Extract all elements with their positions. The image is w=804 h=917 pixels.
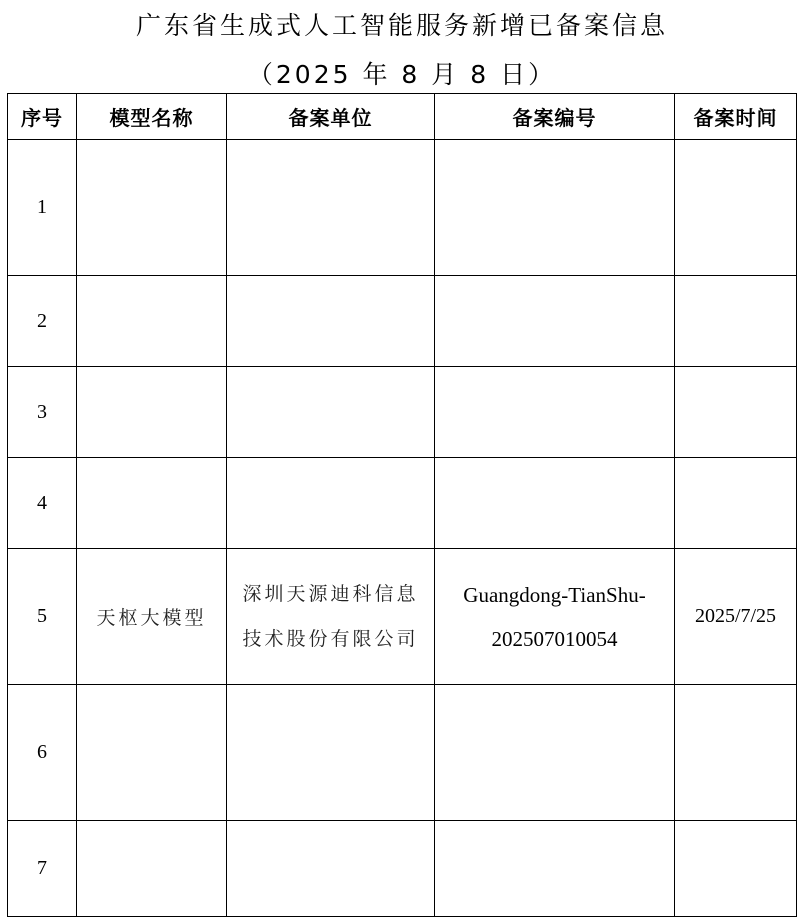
publication-date: （2025 年 8 月 8 日） bbox=[247, 60, 557, 89]
filing-date-cell bbox=[675, 821, 797, 917]
serial-cell: 6 bbox=[8, 685, 77, 821]
serial-cell: 7 bbox=[8, 821, 77, 917]
filing-unit-cell bbox=[227, 276, 435, 367]
column-header-filing-unit: 备案单位 bbox=[227, 94, 435, 140]
column-header-filing-date: 备案时间 bbox=[675, 94, 797, 140]
filing-date-cell bbox=[675, 140, 797, 276]
model-name-cell bbox=[77, 276, 227, 367]
filing-unit-cell bbox=[227, 367, 435, 458]
model-name-cell bbox=[77, 367, 227, 458]
column-header-filing-number: 备案编号 bbox=[435, 94, 675, 140]
filing-unit-cell bbox=[227, 458, 435, 549]
filing-number-cell bbox=[435, 140, 675, 276]
page-title: 广东省生成式人工智能服务新增已备案信息 bbox=[135, 11, 668, 40]
filing-unit-cell bbox=[227, 685, 435, 821]
model-name-cell bbox=[77, 685, 227, 821]
filing-date-cell bbox=[675, 276, 797, 367]
model-name-cell bbox=[77, 821, 227, 917]
serial-cell: 3 bbox=[8, 367, 77, 458]
filing-number-cell bbox=[435, 458, 675, 549]
filing-unit-cell bbox=[227, 140, 435, 276]
filing-date-cell: 2025/7/25 bbox=[675, 549, 797, 685]
model-name-cell: 天枢大模型 bbox=[77, 549, 227, 685]
serial-cell: 1 bbox=[8, 140, 77, 276]
filing-date-cell bbox=[675, 458, 797, 549]
serial-cell: 2 bbox=[8, 276, 77, 367]
column-header-model-name: 模型名称 bbox=[77, 94, 227, 140]
serial-cell: 4 bbox=[8, 458, 77, 549]
filing-unit-cell bbox=[227, 821, 435, 917]
filing-number-cell bbox=[435, 276, 675, 367]
filing-number-cell bbox=[435, 821, 675, 917]
table-row bbox=[8, 685, 797, 821]
table-row bbox=[8, 367, 797, 458]
filing-number-cell bbox=[435, 367, 675, 458]
table-row bbox=[8, 140, 797, 276]
table-header-row bbox=[8, 94, 797, 140]
filing-table bbox=[7, 93, 797, 917]
filing-number-cell bbox=[435, 685, 675, 821]
serial-cell: 5 bbox=[8, 549, 77, 685]
filing-number-cell: Guangdong-TianShu-202507010054 bbox=[435, 549, 675, 685]
model-name-cell bbox=[77, 458, 227, 549]
table-row bbox=[8, 549, 797, 685]
table-row bbox=[8, 276, 797, 367]
model-name-cell bbox=[77, 140, 227, 276]
column-header-serial: 序号 bbox=[8, 94, 77, 140]
table-row bbox=[8, 458, 797, 549]
filing-date-cell bbox=[675, 685, 797, 821]
filing-date-cell bbox=[675, 367, 797, 458]
filing-unit-cell: 深圳天源迪科信息技术股份有限公司 bbox=[227, 549, 435, 685]
table-row bbox=[8, 821, 797, 917]
